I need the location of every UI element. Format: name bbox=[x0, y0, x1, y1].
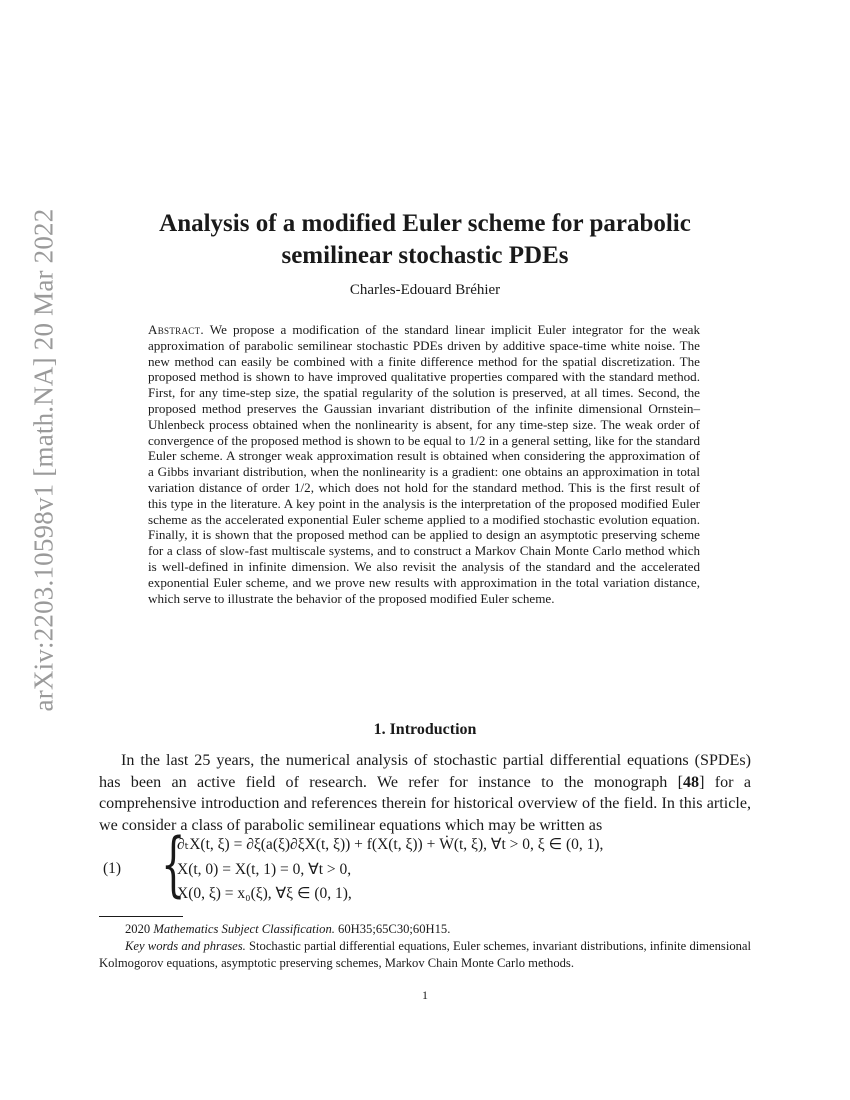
msc-footnote bbox=[99, 921, 751, 938]
keywords-footnote bbox=[99, 938, 751, 972]
left-brace-icon: { bbox=[161, 823, 186, 905]
keywords-text: Stochastic partial differential equations, Euler schemes, invariant distributions, infinite dimensional Kolmogorov equations, asymptotic preserving schemes, Markov Chain Monte Carlo methods. bbox=[99, 939, 752, 970]
arxiv-identifier-sidebar bbox=[26, 208, 62, 712]
intro-text-part-1: In the last 25 years, the numerical analysis of stochastic partial differential equations (SPDEs) has been an active field of research. We refer for instance to the monograph [ bbox=[99, 752, 751, 791]
intro-paragraph bbox=[99, 750, 751, 836]
equation-line-2: X(t, 0) = X(t, 1) = 0, ∀t > 0, bbox=[177, 861, 352, 878]
intro-text-part-2: ] for a comprehensive introduction and references therein for historical overview of the field. In this article, we consider a class of parabolic semilinear equations which may be written as bbox=[99, 773, 751, 834]
citation-link[interactable]: 48 bbox=[682, 773, 700, 791]
equation-line-1: ∂ₜX(t, ξ) = ∂ξ(a(ξ)∂ξX(t, ξ)) + f(X(t, ξ)) + Ẇ(t, ξ), ∀t > 0, ξ ∈ (0, 1), bbox=[177, 836, 604, 853]
footnotes bbox=[99, 921, 751, 972]
keywords-label: Key words and phrases. bbox=[125, 939, 246, 953]
equation-1 bbox=[99, 823, 751, 908]
author-name: Charles-Edouard Bréhier bbox=[349, 282, 501, 298]
abstract-label: Abstract. bbox=[148, 322, 204, 337]
title-line-1: Analysis of a modified Euler scheme for parabolic bbox=[159, 210, 691, 237]
abstract-text: We propose a modification of the standard linear implicit Euler integrator for the weak approximation of parabolic semilinear stochastic PDEs driven by additive space-time white noise. The new method can easily be combined with a finite difference method for the spatial discretization. The proposed method is shown to have improved qualitative properties compared with the standard method. First, for any time-step size, the spatial regularity of the solution is preserved, at all times. Second, the proposed method preserves the Gaussian invariant distribution of the infinite dimensional Ornstein–Uhlenbeck process obtained when the nonlinearity is absent, for any time-step size. The weak order of convergence of the proposed method is shown to be equal to 1/2 in a general setting, like for the standard Euler scheme. A stronger weak approximation result is obtained when considering the approximation of a Gibbs invariant distribution, when the nonlinearity is a gradient: one obtains an approximation in total variation distance of order 1/2, which does not hold for the standard method. This is the first result of this type in the literature. A key point in the analysis is the interpretation of the proposed modified Euler scheme as the accelerated exponential Euler scheme applied to a modified stochastic evolution equation. Finally, it is shown that the proposed method can be applied to design an asymptotic preserving scheme for a class of slow-fast multiscale systems, and to construct a Markov Chain Monte Carlo method which is well-defined in infinite dimension. We also revisit the analysis of the standard and the accelerated exponential Euler scheme, and we prove new results with approximation in the total variation distance, which serve to illustrate the behavior of the proposed modified Euler scheme. bbox=[148, 322, 700, 606]
title-line-2: semilinear stochastic PDEs bbox=[281, 242, 569, 269]
msc-codes: 60H35;65C30;60H15. bbox=[338, 922, 451, 936]
page-number: 1 bbox=[422, 988, 428, 1002]
msc-label: Mathematics Subject Classification. bbox=[153, 922, 335, 936]
msc-year: 2020 bbox=[125, 922, 151, 936]
paper-title bbox=[100, 208, 750, 272]
section-heading-introduction: 1. Introduction bbox=[373, 721, 477, 738]
abstract bbox=[148, 322, 700, 606]
equation-number: (1) bbox=[103, 860, 122, 877]
arxiv-id-text: arXiv:2203.10598v1 [math.NA] 20 Mar 2022 bbox=[28, 208, 59, 712]
footnote-rule bbox=[99, 916, 183, 917]
equation-line-3: X(0, ξ) = x₀(ξ), ∀ξ ∈ (0, 1), bbox=[177, 885, 352, 902]
